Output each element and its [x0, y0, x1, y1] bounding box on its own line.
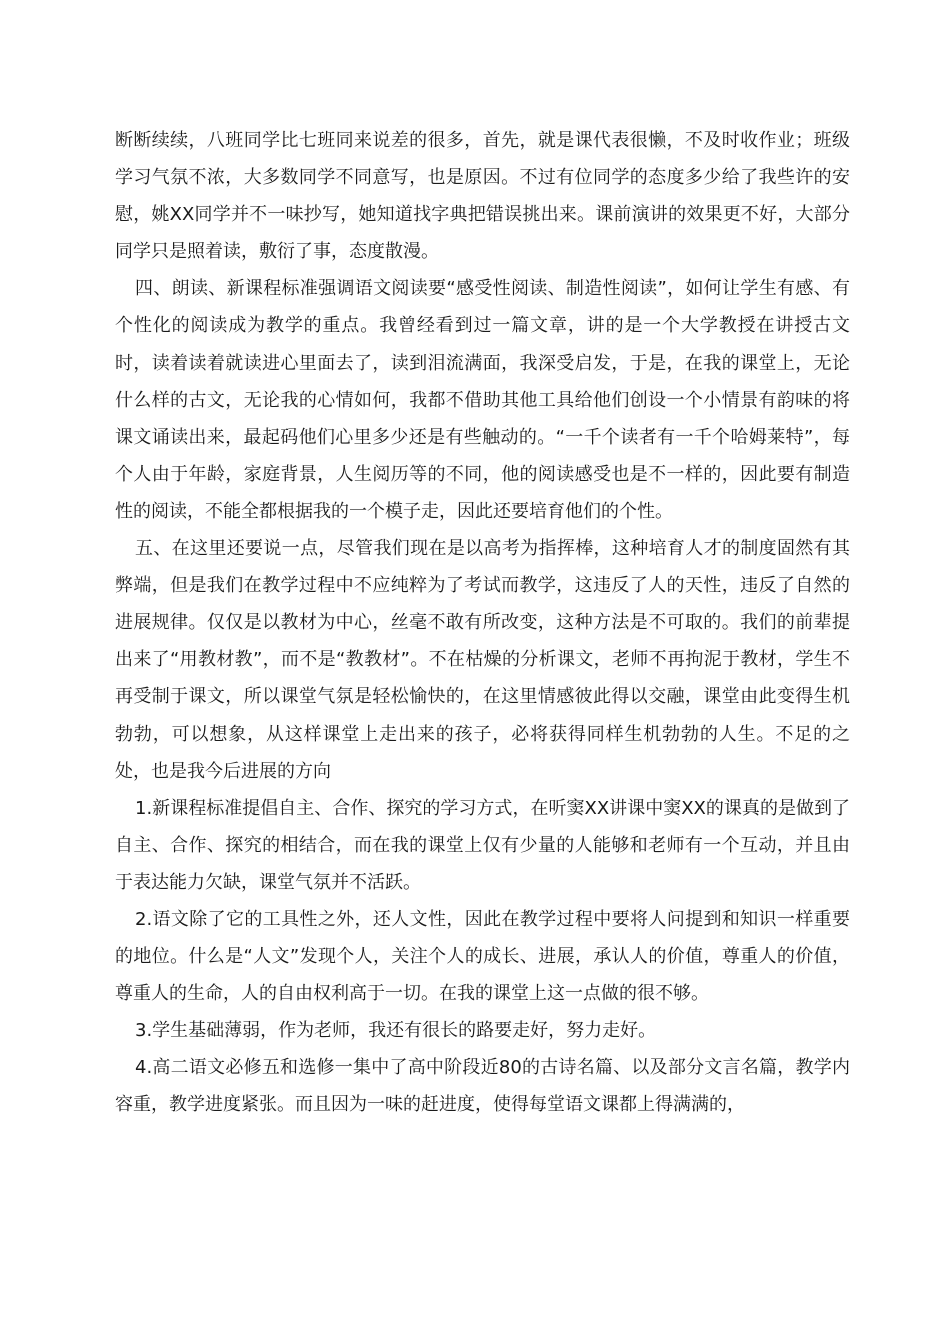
paragraph-item-2: 2.语文除了它的工具性之外，还人文性，因此在教学过程中要将人问提到和知识一样重要的地位。什么是“人文”发现个人，关注个人的成长、进展，承认人的价值，尊重人的价值，尊重人的生命，人的自由权利高于一切。在我的课堂上这一点做的很不够。 — [115, 908, 850, 1005]
paragraph-continuation: 断断续续，八班同学比七班同来说差的很多，首先，就是课代表很懒，不及时收作业；班级学习气氛不浓，大多数同学不同意写，也是原因。不过有位同学的态度多少给了我些许的安慰，姚XX同学并不一味抄写，她知道找字典把错误挑出来。课前演讲的效果更不好，大部分同学只是照着读，敷衍了事，态度散漫。 — [115, 130, 850, 263]
paragraph-item-3: 3.学生基础薄弱，作为老师，我还有很长的路要走好，努力走好。 — [135, 1020, 657, 1042]
paragraph-section-four: 四、朗读、新课程标准强调语文阅读要“感受性阅读、制造性阅读”，如何让学生有感、有个性化的阅读成为教学的重点。我曾经看到过一篇文章，讲的是一个大学教授在讲授古文时，读着读着就读进心里面去了，读到泪流满面，我深受启发，于是，在我的课堂上，无论什么样的古文，无论我的心情如何，我都不借助其他工具给他们创设一个小情景有韵味的将课文诵读出来，最起码他们心里多少还是有些触动的。“一千个读者有一千个哈姆莱特”，每个人由于年龄，家庭背景，人生阅历等的不同，他的阅读感受也是不一样的，因此要有制造性的阅读，不能全都根据我的一个模子走，因此还要培育他们的个性。 — [115, 278, 850, 522]
document-body — [115, 122, 850, 1124]
paragraph-section-five: 五、在这里还要说一点，尽管我们现在是以高考为指挥棒，这种培育人才的制度固然有其弊端，但是我们在教学过程中不应纯粹为了考试而教学，这违反了人的天性，违反了自然的进展规律。仅仅是以教材为中心，丝毫不敢有所改变，这种方法是不可取的。我们的前辈提出来了“用教材教”，而不是“教教材”。不在枯燥的分析课文，老师不再拘泥于教材，学生不再受制于课文，所以课堂气氛是轻松愉快的，在这里情感彼此得以交融，课堂由此变得生机勃勃，可以想象，从这样课堂上走出来的孩子，必将获得同样生机勃勃的人生。不足的之处，也是我今后进展的方向 — [115, 538, 850, 782]
paragraph-item-1: 1.新课程标准提倡自主、合作、探究的学习方式，在听窦XX讲课中窦XX的课真的是做到了自主、合作、探究的相结合，而在我的课堂上仅有少量的人能够和老师有一个互动，并且由于表达能力欠缺，课堂气氛并不活跃。 — [115, 797, 850, 893]
paragraph-item-4: 4.高二语文必修五和选修一集中了高中阶段近80的古诗名篇、以及部分文言名篇，教学内容重，教学进度紧张。而且因为一味的赶进度，使得每堂语文课都上得满满的， — [115, 1057, 850, 1116]
